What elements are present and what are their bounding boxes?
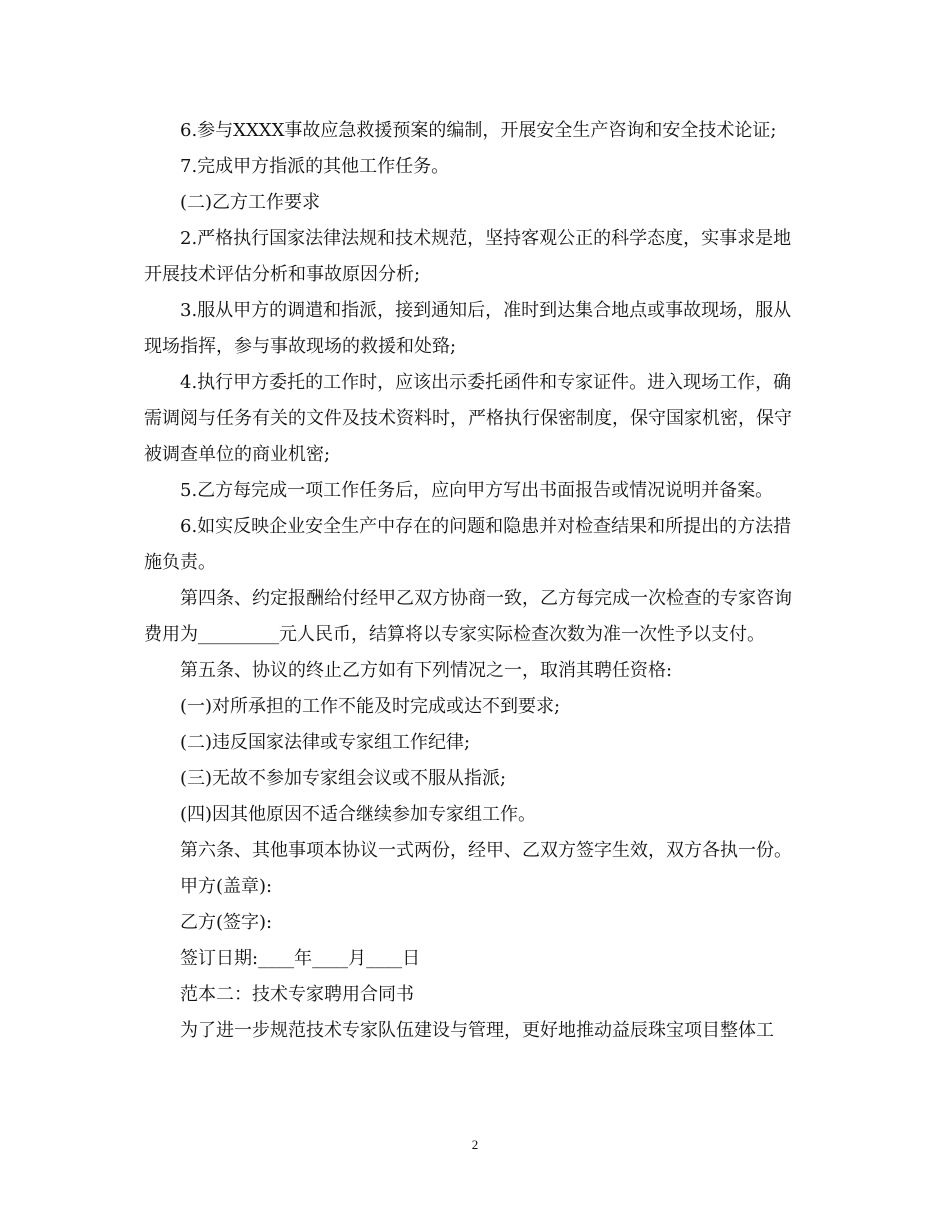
paragraph-requirement-2: 2.严格执行国家法律法规和技术规范，坚持客观公正的科学态度，实事求是地开展技术评估分析和事故原因分析; — [144, 228, 792, 285]
document-body — [144, 113, 804, 1049]
list-item-termination-4: (四)因其他原因不适合继续参加专家组工作。 — [180, 804, 537, 825]
paragraph-clause-7-other-tasks: 7.完成甲方指派的其他工作任务。 — [180, 156, 450, 177]
template-two-title: 范本二：技术专家聘用合同书 — [180, 984, 414, 1005]
paragraph-template-two-intro: 为了进一步规范技术专家队伍建设与管理，更好地推动益辰珠宝项目整体工 — [180, 1020, 774, 1041]
section-heading-party-b-requirements: (二)乙方工作要求 — [180, 192, 321, 213]
list-item-termination-2: (二)违反国家法律或专家组工作纪律; — [180, 732, 471, 753]
paragraph-article-6-other-matters: 第六条、其他事项本协议一式两份，经甲、乙双方签字生效，双方各执一份。 — [180, 840, 792, 861]
signing-date-line: 签订日期:____年____月____日 — [180, 948, 421, 969]
list-item-termination-3: (三)无故不参加专家组会议或不服从指派; — [180, 768, 507, 789]
page-number: 2 — [471, 1137, 479, 1152]
paragraph-clause-6-emergency-plan: 6.参与XXXX事故应急救援预案的编制，开展安全生产咨询和安全技术论证; — [180, 120, 777, 141]
signature-line-party-b: 乙方(签字): — [180, 912, 273, 933]
paragraph-requirement-5: 5.乙方每完成一项工作任务后，应向甲方写出书面报告或情况说明并备案。 — [180, 480, 774, 501]
list-item-termination-1: (一)对所承担的工作不能及时完成或达不到要求; — [180, 696, 561, 717]
paragraph-article-4-remuneration: 第四条、约定报酬给付经甲乙双方协商一致，乙方每完成一次检查的专家咨询费用为_________元人民币，结算将以专家实际检查次数为准一次性予以支付。 — [144, 588, 792, 645]
paragraph-requirement-6: 6.如实反映企业安全生产中存在的问题和隐患并对检查结果和所提出的方法措施负责。 — [144, 516, 792, 573]
paragraph-requirement-4: 4.执行甲方委托的工作时，应该出示委托函件和专家证件。进入现场工作，确需调阅与任务有关的文件及技术资料时，严格执行保密制度，保守国家机密，保守被调查单位的商业机密; — [144, 372, 792, 465]
paragraph-requirement-3: 3.服从甲方的调遣和指派，接到通知后，准时到达集合地点或事故现场，服从现场指挥，参与事故现场的救援和处臵; — [144, 300, 792, 357]
paragraph-article-5-termination: 第五条、协议的终止乙方如有下列情况之一，取消其聘任资格: — [180, 660, 673, 681]
signature-line-party-a: 甲方(盖章): — [180, 876, 273, 897]
